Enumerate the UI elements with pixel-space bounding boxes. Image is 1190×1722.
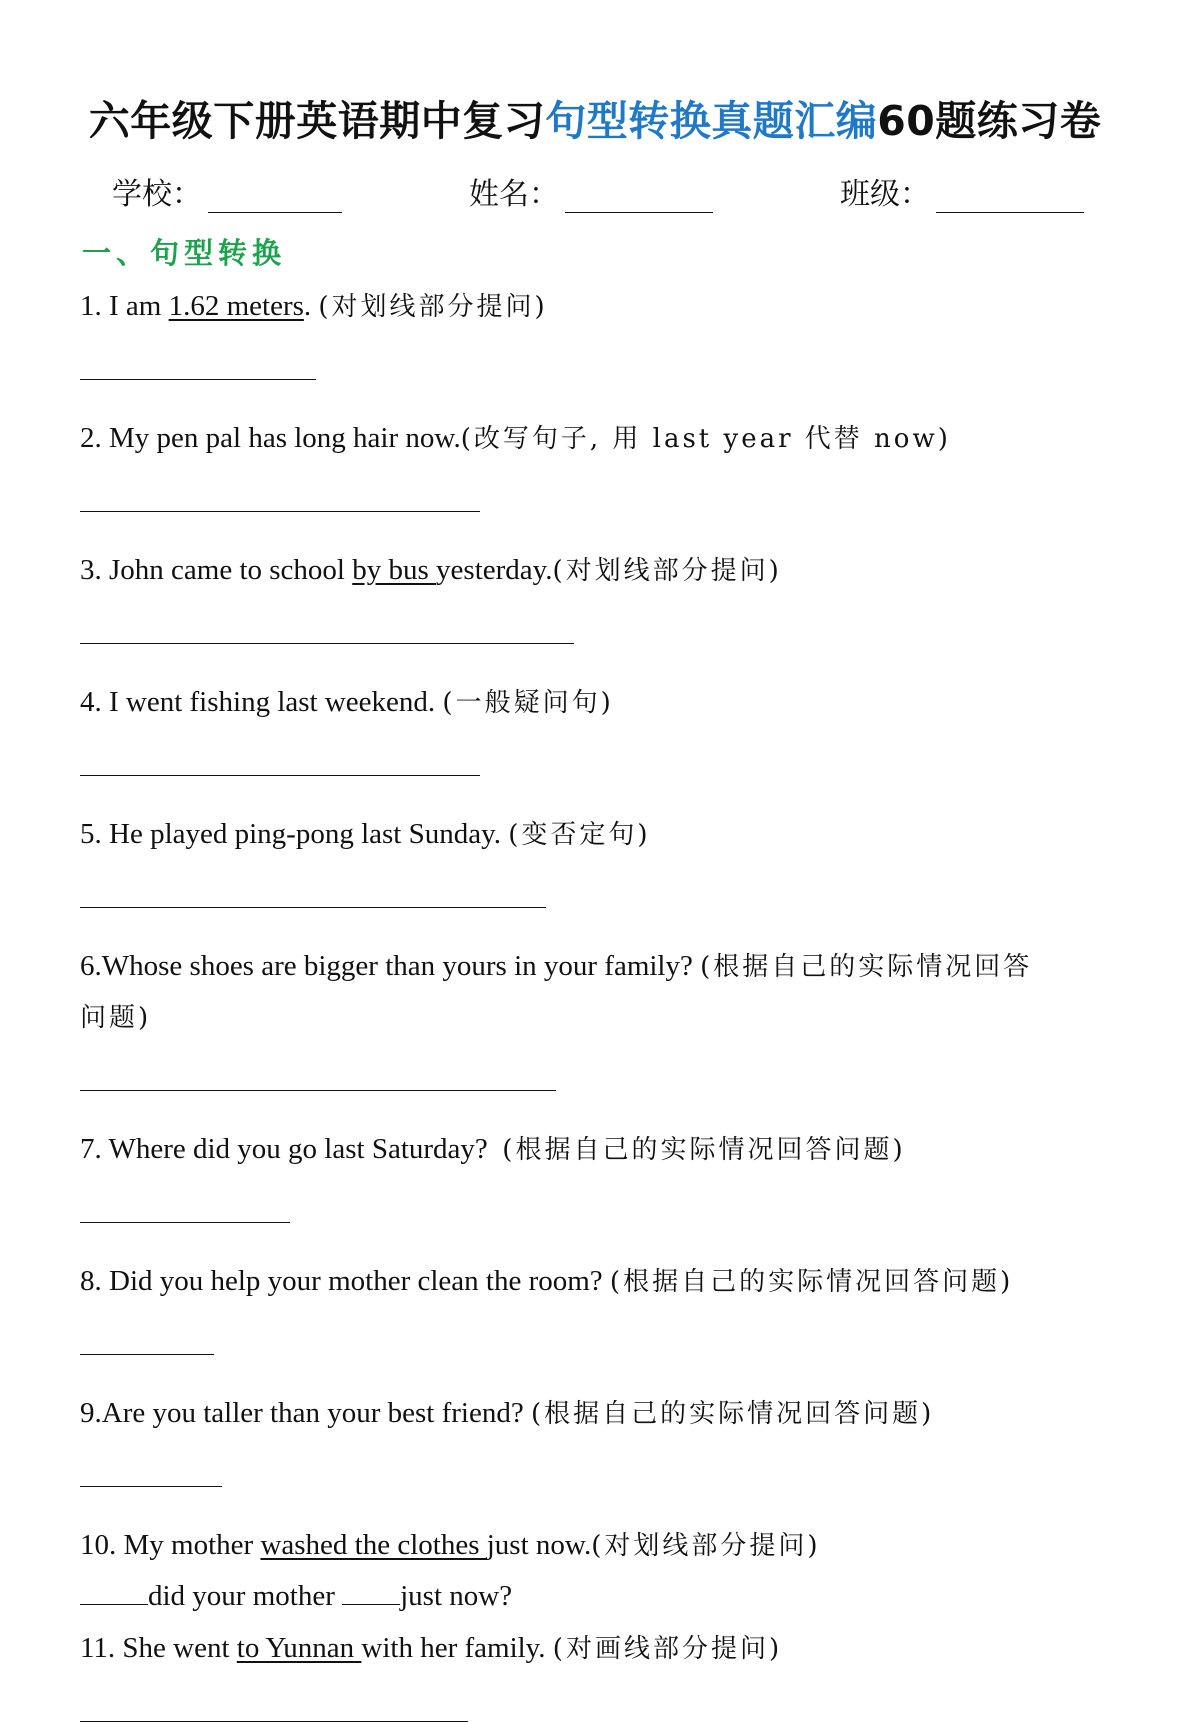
q6-hint: (根据自己的实际情况回答 [700, 952, 1033, 982]
q1-text-end: . [303, 290, 319, 322]
q6-text: 6.Whose shoes are bigger than yours in your family? [80, 950, 701, 982]
q2-hint: (改写句子, 用 last year 代替 now) [460, 424, 951, 454]
school-blank[interactable] [208, 186, 342, 213]
q2-text: 2. My pen pal has long hair now. [80, 422, 461, 454]
answer-line-5[interactable] [80, 907, 546, 908]
answer-line-4[interactable] [80, 775, 480, 776]
q1-text: 1. I am [80, 290, 169, 322]
question-7 [80, 1129, 1110, 1170]
q10-text: 10. My mother [80, 1529, 261, 1561]
worksheet-title [80, 88, 1110, 147]
q7-hint: (根据自己的实际情况回答问题) [502, 1135, 906, 1165]
name-label: 姓名： [469, 178, 559, 211]
q10-blank-2[interactable] [342, 1578, 400, 1605]
title-part1: 六年级下册英语期中复习 [88, 97, 546, 145]
q9-text: 9.Are you taller than your best friend? [80, 1397, 531, 1429]
q3-text-end: yesterday. [436, 554, 553, 586]
question-2 [80, 418, 1110, 459]
q3-underlined: by bus [352, 554, 437, 586]
q11-hint: (对画线部分提问) [552, 1634, 783, 1664]
q1-hint: (对划线部分提问) [318, 292, 548, 322]
answer-line-2[interactable] [80, 511, 480, 512]
q5-hint: (变否定句) [508, 820, 651, 850]
q10-fill-row [80, 1576, 1110, 1616]
q7-text: 7. Where did you go last Saturday? [80, 1133, 503, 1165]
name-field [469, 169, 713, 213]
student-info-row [80, 169, 1110, 213]
question-5 [80, 814, 1110, 855]
q11-text-end: with her family. [361, 1632, 553, 1664]
name-blank[interactable] [565, 186, 713, 213]
q8-text: 8. Did you help your mother clean the room? [80, 1265, 610, 1297]
q5-text: 5. He played ping-pong last Sunday. [80, 818, 509, 850]
q1-underlined: 1.62 meters [168, 290, 304, 322]
school-field [112, 169, 342, 213]
title-part2: 60题练习卷 [877, 97, 1102, 145]
question-1 [80, 286, 1110, 327]
class-blank[interactable] [936, 186, 1084, 213]
question-11 [80, 1628, 1110, 1669]
answer-line-8[interactable] [80, 1354, 214, 1355]
question-6-cont [80, 997, 1110, 1038]
answer-line-7[interactable] [80, 1222, 290, 1223]
question-9 [80, 1393, 1110, 1434]
question-3 [80, 550, 1110, 591]
question-6 [80, 946, 1110, 987]
q6-hint-cont: 问题) [80, 1003, 152, 1033]
question-8 [80, 1261, 1110, 1302]
school-label: 学校： [112, 178, 202, 211]
q10-hint: (对划线部分提问) [591, 1531, 821, 1561]
q10-fill-text-end: just now? [400, 1580, 513, 1612]
q3-text: 3. John came to school [80, 554, 353, 586]
class-field [840, 169, 1084, 213]
answer-line-3[interactable] [80, 643, 574, 644]
q11-underlined: to Yunnan [236, 1632, 362, 1664]
question-4 [80, 682, 1110, 723]
answer-line-9[interactable] [80, 1486, 222, 1487]
section-title: 一、句型转换 [82, 236, 287, 270]
class-label: 班级： [840, 178, 930, 211]
q8-hint: (根据自己的实际情况回答问题) [609, 1267, 1014, 1297]
answer-line-1[interactable] [80, 379, 316, 380]
q11-text: 11. She went [80, 1632, 237, 1664]
q4-text: 4. I went fishing last weekend. [80, 686, 443, 718]
q10-blank-1[interactable] [80, 1578, 148, 1605]
q3-hint: (对划线部分提问) [552, 556, 782, 586]
q9-hint: (根据自己的实际情况回答问题) [530, 1399, 935, 1429]
question-10 [80, 1525, 1110, 1566]
q4-hint: (一般疑问句) [442, 688, 614, 718]
title-highlight: 句型转换真题汇编 [545, 97, 878, 145]
q10-fill-text: did your mother [148, 1580, 343, 1612]
answer-line-6[interactable] [80, 1090, 556, 1091]
q10-underlined: washed the clothes [260, 1529, 487, 1561]
q10-text-end: just now. [486, 1529, 592, 1561]
